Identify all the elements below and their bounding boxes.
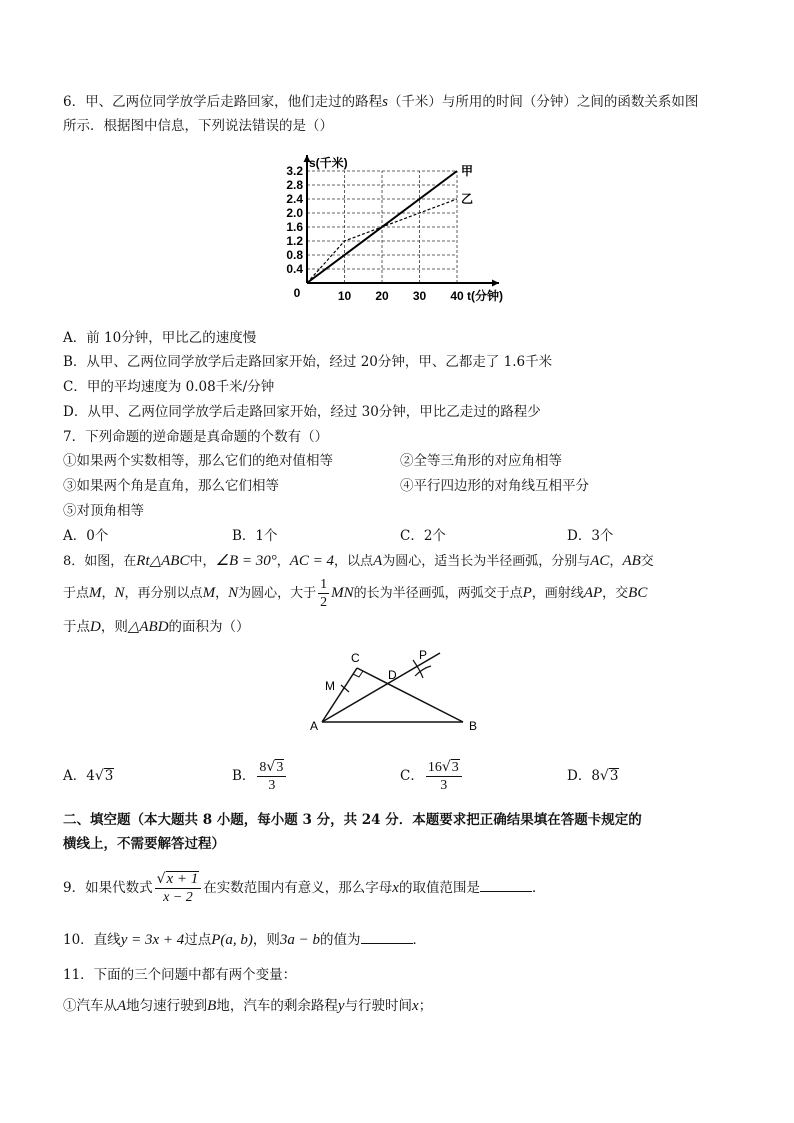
q10-text: 10．直线 <box>63 932 121 948</box>
q8-text: 8．如图，在 <box>63 554 137 569</box>
q10-text: 的值为 <box>320 932 361 948</box>
y-tick-label: 1.2 <box>286 234 303 248</box>
q8-text: 为圆心，适当长为半径画弧，分别与 <box>382 554 591 569</box>
q8-text: ， <box>215 586 229 601</box>
q11-text: 地匀速行驶到 <box>126 998 208 1014</box>
q8-point-m: M <box>202 585 216 601</box>
label-d: D <box>388 668 397 682</box>
y-tick-label: 0.8 <box>286 248 303 262</box>
q8-text: ， <box>101 586 115 601</box>
q11-text: ； <box>418 998 433 1014</box>
q9-answer-blank[interactable] <box>480 877 532 892</box>
q10-text: 过点 <box>184 932 212 948</box>
seg-cb <box>357 668 463 722</box>
section2-heading-line1: 二、填空题（本大题共 8 小题，每小题 3 分，共 24 分．本题要求把正确结果填在答题卡规定的 <box>63 812 642 828</box>
q11-text: ①汽车从 <box>63 998 117 1014</box>
q7-option-c: C．2个 <box>400 528 446 544</box>
q8-text: ，交 <box>602 586 629 601</box>
q7-prop-3: ③如果两个角是直角，那么它们相等 <box>63 478 279 494</box>
q6-text: 6．甲、乙两位同学放学后走路回家，他们走过的路程 <box>63 94 383 110</box>
fraction-denominator: 3 <box>268 778 276 793</box>
q6-var-s: s <box>382 94 388 110</box>
q8-stem-line2 <box>63 576 647 610</box>
q9-text: ． <box>531 880 546 896</box>
fraction-denominator: x − 2 <box>163 890 193 905</box>
origin-label: 0 <box>293 286 301 300</box>
y-tick-label: 2.4 <box>286 192 303 206</box>
q7-stem: 7．下列命题的逆命题是真命题的个数有（） <box>63 429 329 445</box>
q9-radicand: x + 1 <box>166 871 199 887</box>
seg-ac <box>322 668 357 722</box>
option-coef: 16 <box>427 760 442 775</box>
fraction-denominator: 2 <box>320 595 328 610</box>
sqrt-icon: √ <box>266 759 276 775</box>
q8-angle-b: ∠B = 30° <box>215 553 277 569</box>
q8-text: 中， <box>189 554 216 569</box>
option-fraction <box>426 759 462 794</box>
label-b: B <box>469 719 478 733</box>
q8-option-b <box>232 756 288 796</box>
q8-seg-bc: BC <box>628 585 648 601</box>
option-letter: B． <box>232 768 256 784</box>
option-coef: 8 <box>591 768 600 784</box>
y-tick-label: 2.0 <box>286 206 303 220</box>
q8-text: 于点 <box>63 586 90 601</box>
q8-half-fraction <box>318 576 329 611</box>
series-label: 乙 <box>461 192 474 206</box>
x-tick-label: 20 <box>375 289 389 303</box>
q8-text: ， <box>609 554 623 569</box>
q11-place-b: B <box>207 998 217 1014</box>
q9-var-x: x <box>392 880 399 896</box>
option-fraction <box>257 759 286 794</box>
q8-text: 交 <box>640 554 654 569</box>
q8-point-p: P <box>522 585 532 601</box>
series-label: 甲 <box>461 164 474 178</box>
q8-point-n: N <box>114 585 125 601</box>
option-radicand: 3 <box>609 768 619 784</box>
label-c: C <box>351 651 360 665</box>
q11-text: 地，汽车的剩余路程 <box>216 998 338 1014</box>
q10-answer-blank[interactable] <box>361 929 413 944</box>
q8-stem-line1 <box>63 551 654 572</box>
q8-text: ，画射线 <box>531 586 584 601</box>
q8-text: 为圆心，大于 <box>238 586 317 601</box>
q7-option-d: D．3个 <box>567 528 614 544</box>
sqrt-icon: √ <box>156 871 166 887</box>
option-coef: 4 <box>86 768 95 784</box>
q10-point: P(a, b) <box>211 932 253 948</box>
q10-text: ． <box>412 932 427 948</box>
q7-option-a: A．0个 <box>63 528 109 544</box>
q6-text-b: （千米）与所用的时间（分钟）之间的函数关系如图 <box>387 94 699 110</box>
q11-item-1 <box>63 996 432 1016</box>
option-letter: D． <box>567 768 592 784</box>
q8-seg-mn: MN <box>331 585 354 601</box>
q8-point-d: D <box>90 619 101 635</box>
q8-figure <box>305 648 505 738</box>
option-radicand: 3 <box>451 760 459 775</box>
fraction-numerator <box>257 759 286 777</box>
section2-heading-line2: 横线上，不需要解答过程） <box>63 836 225 852</box>
q11-place-a: A <box>117 998 127 1014</box>
q11-stem: 11．下面的三个问题中都有两个变量： <box>63 967 297 983</box>
q8-rt-abc: Rt△ABC <box>136 553 190 569</box>
q8-option-d <box>567 766 619 786</box>
sqrt-icon: √ <box>441 759 451 775</box>
q8-point-a: A <box>373 553 383 569</box>
q8-text: ，则 <box>100 619 128 635</box>
q8-text: 于点 <box>63 619 90 635</box>
option-letter: A． <box>63 768 87 784</box>
q9-line <box>63 866 545 910</box>
q7-prop-4: ④平行四边形的对角线互相平分 <box>400 478 589 494</box>
q10-equation: y = 3x + 4 <box>120 932 185 948</box>
q8-seg-ac: AC <box>590 553 610 569</box>
label-p: P <box>419 648 428 662</box>
label-a: A <box>310 719 319 733</box>
fraction-numerator: 1 <box>320 577 328 592</box>
q8-text: ，再分别以点 <box>124 586 203 601</box>
q10-expression: 3a − b <box>279 932 321 948</box>
q11-var-x: x <box>412 998 419 1014</box>
q7-prop-5: ⑤对顶角相等 <box>63 503 144 519</box>
q9-text: 在实数范围内有意义，那么字母 <box>203 880 393 896</box>
y-tick-label: 2.8 <box>286 178 303 192</box>
label-m: M <box>325 679 335 693</box>
option-letter: C． <box>400 768 424 784</box>
q8-seg-ab: AB <box>622 553 641 569</box>
q11-var-y: y <box>337 998 345 1014</box>
option-coef: 8 <box>259 760 267 775</box>
x-axis-label: t(分钟) <box>467 289 503 303</box>
q8-text: 的长为半径画弧，两弧交于点 <box>353 586 523 601</box>
x-tick-label: 10 <box>337 289 352 303</box>
q8-stem-line3 <box>63 617 250 637</box>
x-tick-label: 40 <box>450 289 464 303</box>
q8-option-a <box>63 766 114 786</box>
sqrt-icon: √ <box>94 768 104 784</box>
q10-text: ，则 <box>252 932 280 948</box>
q9-text: 的取值范围是 <box>398 880 480 896</box>
q6-stem-line2: 所示．根据图中信息，下列说法错误的是（） <box>63 118 333 134</box>
q11-text: 与行驶时间 <box>344 998 413 1014</box>
q6-chart <box>272 150 512 310</box>
q8-point-m: M <box>89 585 102 601</box>
y-tick-label: 1.6 <box>286 220 303 234</box>
fraction-numerator <box>426 759 462 777</box>
q6-option-b: B．从甲、乙两位同学放学后走路回家开始，经过 20分钟，甲、乙都走了 1.6千米 <box>63 354 553 370</box>
q9-text: 9．如果代数式 <box>63 880 153 896</box>
y-axis-label: s(千米) <box>309 156 348 170</box>
q6-option-d: D．从甲、乙两位同学放学后走路回家开始，经过 30分钟，甲比乙走过的路程少 <box>63 404 541 420</box>
q8-point-n: N <box>228 585 239 601</box>
y-tick-label: 3.2 <box>286 164 303 178</box>
q8-ray-ap: AP <box>583 585 603 601</box>
ray-ap <box>322 653 440 722</box>
q10-line <box>63 929 426 950</box>
q8-text: ，以点 <box>334 554 374 569</box>
q6-stem-line1 <box>63 92 698 112</box>
sqrt-icon: √ <box>599 768 609 784</box>
q8-text: 的面积为（） <box>168 619 250 635</box>
q6-option-c: C．甲的平均速度为 0.08千米/分钟 <box>63 379 275 395</box>
q8-text: ， <box>276 554 290 569</box>
option-radicand: 3 <box>276 760 284 775</box>
q7-prop-1: ①如果两个实数相等，那么它们的绝对值相等 <box>63 453 333 469</box>
x-tick-label: 30 <box>412 289 427 303</box>
fraction-numerator <box>155 871 202 889</box>
q8-ac: AC = 4 <box>289 553 335 569</box>
q8-option-c <box>400 756 464 796</box>
q7-option-b: B．1个 <box>232 528 278 544</box>
fraction-denominator: 3 <box>440 778 448 793</box>
y-tick-label: 0.4 <box>286 262 303 276</box>
q8-triangle-abd: △ABD <box>127 619 169 635</box>
q9-fraction <box>155 871 202 906</box>
option-radicand: 3 <box>104 768 114 784</box>
q7-prop-2: ②全等三角形的对应角相等 <box>400 453 562 469</box>
x-axis-arrow-icon <box>492 280 499 287</box>
q6-option-a: A．前 10分钟，甲比乙的速度慢 <box>63 330 257 346</box>
